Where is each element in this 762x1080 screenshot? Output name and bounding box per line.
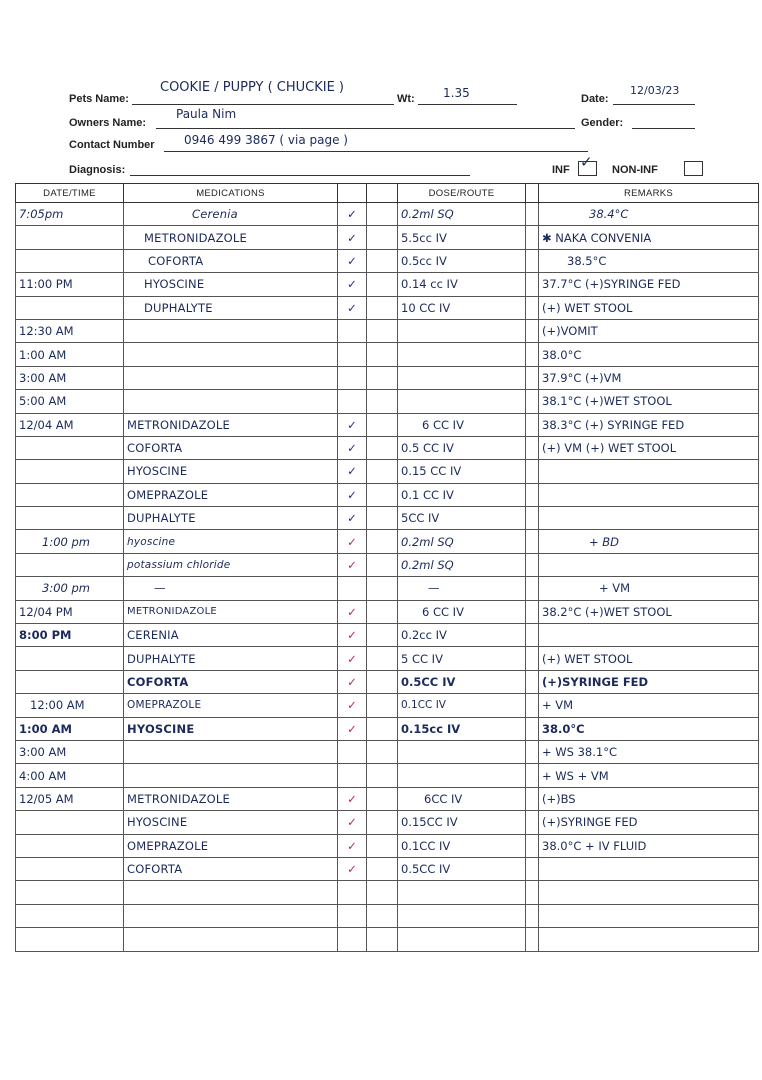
dose-cell: 0.15 CC IV bbox=[398, 460, 526, 483]
checkmark-icon: ✓ bbox=[580, 154, 593, 171]
spacer-cell bbox=[526, 600, 539, 623]
check-cell-2 bbox=[367, 319, 398, 342]
owners-name-value: Paula Nim bbox=[176, 107, 237, 121]
medication-cell bbox=[124, 319, 338, 342]
table-row bbox=[16, 740, 759, 763]
dose-cell: 0.5CC IV bbox=[398, 857, 526, 880]
table-row bbox=[16, 904, 759, 927]
column-header-medications: MEDICATIONS bbox=[124, 184, 338, 203]
time-cell bbox=[16, 670, 124, 693]
spacer-cell bbox=[526, 507, 539, 530]
spacer-cell bbox=[526, 694, 539, 717]
remarks-cell: ✱ NAKA CONVENIA bbox=[539, 226, 759, 249]
spacer-cell bbox=[526, 787, 539, 810]
spacer-cell bbox=[526, 296, 539, 319]
pets-name-value: COOKIE / PUPPY ( CHUCKIE ) bbox=[160, 80, 345, 95]
remarks-cell: 38.0°C + IV FLUID bbox=[539, 834, 759, 857]
remarks-cell: + VM bbox=[539, 577, 759, 600]
medication-cell: DUPHALYTE bbox=[124, 296, 338, 319]
remarks-cell: (+)VOMIT bbox=[539, 319, 759, 342]
remarks-cell bbox=[539, 460, 759, 483]
check-cell: ✓ bbox=[338, 811, 367, 834]
spacer-cell bbox=[526, 577, 539, 600]
medication-cell: DUPHALYTE bbox=[124, 507, 338, 530]
table-row bbox=[16, 273, 759, 296]
medication-cell bbox=[124, 343, 338, 366]
dose-cell: 6 CC IV bbox=[398, 600, 526, 623]
non-inf-label: NON-INF bbox=[612, 164, 658, 176]
remarks-cell: 38.4°C bbox=[539, 203, 759, 226]
remarks-cell: (+) WET STOOL bbox=[539, 647, 759, 670]
table-row bbox=[16, 413, 759, 436]
column-header-remarks: REMARKS bbox=[539, 184, 759, 203]
medication-cell: CERENIA bbox=[124, 624, 338, 647]
column-header-check-1 bbox=[338, 184, 367, 203]
check-cell bbox=[338, 928, 367, 951]
dose-cell: — bbox=[398, 577, 526, 600]
spacer-cell bbox=[526, 343, 539, 366]
table-row bbox=[16, 881, 759, 904]
time-cell bbox=[16, 226, 124, 249]
spacer-cell bbox=[526, 857, 539, 880]
table-row bbox=[16, 834, 759, 857]
dose-cell: 5 CC IV bbox=[398, 647, 526, 670]
medication-cell: METRONIDAZOLE bbox=[124, 413, 338, 436]
time-cell bbox=[16, 296, 124, 319]
time-cell: 7:05pm bbox=[16, 203, 124, 226]
wt-value: 1.35 bbox=[443, 86, 470, 100]
check-cell-2 bbox=[367, 717, 398, 740]
gender-line bbox=[632, 128, 695, 129]
check-cell-2 bbox=[367, 811, 398, 834]
time-cell: 1:00 AM bbox=[16, 717, 124, 740]
medication-cell: HYOSCINE bbox=[124, 273, 338, 296]
time-cell: 4:00 AM bbox=[16, 764, 124, 787]
spacer-cell bbox=[526, 834, 539, 857]
date-label: Date: bbox=[581, 93, 609, 105]
time-cell bbox=[16, 647, 124, 670]
time-cell: 12/04 AM bbox=[16, 413, 124, 436]
time-cell: 5:00 AM bbox=[16, 390, 124, 413]
spacer-cell bbox=[526, 319, 539, 342]
contact-value: 0946 499 3867 ( via page ) bbox=[184, 133, 348, 147]
dose-cell: 5.5cc IV bbox=[398, 226, 526, 249]
table-row bbox=[16, 928, 759, 951]
check-cell bbox=[338, 343, 367, 366]
check-cell: ✓ bbox=[338, 717, 367, 740]
spacer-cell bbox=[526, 390, 539, 413]
table-row bbox=[16, 577, 759, 600]
check-cell: ✓ bbox=[338, 787, 367, 810]
diagnosis-label: Diagnosis: bbox=[69, 164, 126, 176]
check-cell-2 bbox=[367, 436, 398, 459]
check-cell bbox=[338, 366, 367, 389]
time-cell bbox=[16, 857, 124, 880]
time-cell: 3:00 AM bbox=[16, 366, 124, 389]
medication-cell: HYOSCINE bbox=[124, 460, 338, 483]
remarks-cell: (+)SYRINGE FED bbox=[539, 811, 759, 834]
spacer-cell bbox=[526, 273, 539, 296]
check-cell-2 bbox=[367, 647, 398, 670]
medication-cell: COFORTA bbox=[124, 436, 338, 459]
pets-name-label: Pets Name: bbox=[69, 93, 129, 105]
remarks-cell bbox=[539, 553, 759, 576]
check-cell-2 bbox=[367, 366, 398, 389]
spacer-cell bbox=[526, 647, 539, 670]
medication-cell: METRONIDAZOLE bbox=[124, 787, 338, 810]
spacer-cell bbox=[526, 881, 539, 904]
remarks-cell: + WS + VM bbox=[539, 764, 759, 787]
table-row bbox=[16, 296, 759, 319]
check-cell: ✓ bbox=[338, 507, 367, 530]
time-cell bbox=[16, 881, 124, 904]
check-cell: ✓ bbox=[338, 670, 367, 693]
table-row bbox=[16, 319, 759, 342]
time-cell bbox=[16, 249, 124, 272]
check-cell-2 bbox=[367, 928, 398, 951]
spacer-cell bbox=[526, 460, 539, 483]
time-cell bbox=[16, 483, 124, 506]
non-inf-checkbox[interactable] bbox=[684, 161, 703, 176]
medication-cell: COFORTA bbox=[124, 249, 338, 272]
time-cell: 3:00 AM bbox=[16, 740, 124, 763]
dose-cell: 0.1 CC IV bbox=[398, 483, 526, 506]
dose-cell: 0.14 cc IV bbox=[398, 273, 526, 296]
table-row bbox=[16, 600, 759, 623]
medication-cell: DUPHALYTE bbox=[124, 647, 338, 670]
check-cell: ✓ bbox=[338, 694, 367, 717]
check-cell-2 bbox=[367, 296, 398, 319]
spacer-cell bbox=[526, 530, 539, 553]
spacer-cell bbox=[526, 764, 539, 787]
check-cell-2 bbox=[367, 413, 398, 436]
check-cell-2 bbox=[367, 273, 398, 296]
check-cell: ✓ bbox=[338, 600, 367, 623]
spacer-cell bbox=[526, 624, 539, 647]
contact-line bbox=[164, 151, 588, 152]
time-cell bbox=[16, 811, 124, 834]
dose-cell bbox=[398, 928, 526, 951]
remarks-cell: + BD bbox=[539, 530, 759, 553]
medication-cell bbox=[124, 881, 338, 904]
medication-cell: HYOSCINE bbox=[124, 717, 338, 740]
pets-name-line bbox=[132, 104, 394, 105]
owners-name-label: Owners Name: bbox=[69, 117, 147, 129]
medication-cell: COFORTA bbox=[124, 857, 338, 880]
time-cell: 8:00 PM bbox=[16, 624, 124, 647]
check-cell-2 bbox=[367, 343, 398, 366]
medication-cell bbox=[124, 740, 338, 763]
time-cell: 12/05 AM bbox=[16, 787, 124, 810]
remarks-cell: 37.9°C (+)VM bbox=[539, 366, 759, 389]
diagnosis-line bbox=[130, 175, 470, 176]
medication-cell: OMEPRAZOLE bbox=[124, 483, 338, 506]
dose-cell: 0.5CC IV bbox=[398, 670, 526, 693]
dose-cell bbox=[398, 740, 526, 763]
time-cell: 1:00 AM bbox=[16, 343, 124, 366]
check-cell-2 bbox=[367, 904, 398, 927]
check-cell bbox=[338, 577, 367, 600]
medication-cell: — bbox=[124, 577, 338, 600]
check-cell: ✓ bbox=[338, 273, 367, 296]
remarks-cell: 38.0°C bbox=[539, 717, 759, 740]
dose-cell: 0.1CC IV bbox=[398, 694, 526, 717]
remarks-cell: (+)SYRINGE FED bbox=[539, 670, 759, 693]
medication-cell: hyoscine bbox=[124, 530, 338, 553]
table-row bbox=[16, 717, 759, 740]
check-cell-2 bbox=[367, 857, 398, 880]
table-row bbox=[16, 764, 759, 787]
check-cell bbox=[338, 881, 367, 904]
table-row bbox=[16, 857, 759, 880]
dose-cell bbox=[398, 319, 526, 342]
table-row bbox=[16, 787, 759, 810]
check-cell bbox=[338, 319, 367, 342]
check-cell-2 bbox=[367, 483, 398, 506]
remarks-cell: + VM bbox=[539, 694, 759, 717]
check-cell-2 bbox=[367, 203, 398, 226]
remarks-cell bbox=[539, 507, 759, 530]
time-cell bbox=[16, 436, 124, 459]
time-cell: 12/04 PM bbox=[16, 600, 124, 623]
remarks-cell: 38.2°C (+)WET STOOL bbox=[539, 600, 759, 623]
check-cell-2 bbox=[367, 553, 398, 576]
time-cell bbox=[16, 834, 124, 857]
contact-label: Contact Number bbox=[69, 139, 155, 151]
dose-cell: 0.5cc IV bbox=[398, 249, 526, 272]
remarks-cell: 38.3°C (+) SYRINGE FED bbox=[539, 413, 759, 436]
time-cell bbox=[16, 460, 124, 483]
table-row bbox=[16, 226, 759, 249]
check-cell: ✓ bbox=[338, 530, 367, 553]
remarks-cell: (+) VM (+) WET STOOL bbox=[539, 436, 759, 459]
check-cell: ✓ bbox=[338, 553, 367, 576]
medication-cell bbox=[124, 366, 338, 389]
medication-cell: OMEPRAZOLE bbox=[124, 834, 338, 857]
medication-cell: COFORTA bbox=[124, 670, 338, 693]
check-cell: ✓ bbox=[338, 647, 367, 670]
dose-cell: 0.2cc IV bbox=[398, 624, 526, 647]
table-row bbox=[16, 647, 759, 670]
table-row bbox=[16, 390, 759, 413]
check-cell-2 bbox=[367, 577, 398, 600]
table-row bbox=[16, 483, 759, 506]
check-cell-2 bbox=[367, 624, 398, 647]
column-header-check-2 bbox=[367, 184, 398, 203]
time-cell: 11:00 PM bbox=[16, 273, 124, 296]
remarks-cell: 38.1°C (+)WET STOOL bbox=[539, 390, 759, 413]
time-cell bbox=[16, 507, 124, 530]
remarks-cell bbox=[539, 904, 759, 927]
remarks-cell: (+) WET STOOL bbox=[539, 296, 759, 319]
remarks-cell: (+)BS bbox=[539, 787, 759, 810]
medication-cell: Cerenia bbox=[124, 203, 338, 226]
time-cell: 3:00 pm bbox=[16, 577, 124, 600]
table-row bbox=[16, 249, 759, 272]
remarks-cell: 37.7°C (+)SYRINGE FED bbox=[539, 273, 759, 296]
owners-name-line bbox=[156, 128, 575, 129]
table-row bbox=[16, 343, 759, 366]
remarks-cell bbox=[539, 881, 759, 904]
column-header-dose-route: DOSE/ROUTE bbox=[398, 184, 526, 203]
check-cell-2 bbox=[367, 460, 398, 483]
check-cell: ✓ bbox=[338, 460, 367, 483]
inf-label: INF bbox=[552, 164, 570, 176]
spacer-cell bbox=[526, 740, 539, 763]
check-cell-2 bbox=[367, 507, 398, 530]
check-cell-2 bbox=[367, 600, 398, 623]
dose-cell: 0.2ml SQ bbox=[398, 530, 526, 553]
check-cell: ✓ bbox=[338, 436, 367, 459]
spacer-cell bbox=[526, 413, 539, 436]
date-line bbox=[613, 104, 695, 105]
medication-cell bbox=[124, 390, 338, 413]
medication-cell bbox=[124, 764, 338, 787]
dose-cell: 6 CC IV bbox=[398, 413, 526, 436]
check-cell: ✓ bbox=[338, 203, 367, 226]
time-cell bbox=[16, 904, 124, 927]
dose-cell: 0.5 CC IV bbox=[398, 436, 526, 459]
dose-cell bbox=[398, 366, 526, 389]
wt-label: Wt: bbox=[397, 93, 415, 105]
check-cell: ✓ bbox=[338, 857, 367, 880]
check-cell bbox=[338, 390, 367, 413]
check-cell-2 bbox=[367, 787, 398, 810]
check-cell-2 bbox=[367, 670, 398, 693]
dose-cell: 0.2ml SQ bbox=[398, 203, 526, 226]
remarks-cell bbox=[539, 624, 759, 647]
spacer-cell bbox=[526, 670, 539, 693]
dose-cell: 0.2ml SQ bbox=[398, 553, 526, 576]
dose-cell bbox=[398, 390, 526, 413]
time-cell: 1:00 pm bbox=[16, 530, 124, 553]
table-row bbox=[16, 694, 759, 717]
spacer-cell bbox=[526, 483, 539, 506]
dose-cell: 0.1CC IV bbox=[398, 834, 526, 857]
check-cell-2 bbox=[367, 694, 398, 717]
spacer-cell bbox=[526, 811, 539, 834]
remarks-cell: 38.0°C bbox=[539, 343, 759, 366]
check-cell-2 bbox=[367, 530, 398, 553]
time-cell bbox=[16, 553, 124, 576]
spacer-cell bbox=[526, 717, 539, 740]
table-row bbox=[16, 553, 759, 576]
check-cell: ✓ bbox=[338, 296, 367, 319]
check-cell-2 bbox=[367, 764, 398, 787]
table-row bbox=[16, 203, 759, 226]
treatment-table bbox=[15, 183, 759, 952]
dose-cell: 0.15CC IV bbox=[398, 811, 526, 834]
table-row bbox=[16, 460, 759, 483]
check-cell-2 bbox=[367, 226, 398, 249]
spacer-cell bbox=[526, 249, 539, 272]
check-cell-2 bbox=[367, 390, 398, 413]
check-cell: ✓ bbox=[338, 413, 367, 436]
check-cell-2 bbox=[367, 740, 398, 763]
medication-cell: HYOSCINE bbox=[124, 811, 338, 834]
check-cell bbox=[338, 904, 367, 927]
check-cell: ✓ bbox=[338, 834, 367, 857]
medication-cell: METRONIDAZOLE bbox=[124, 226, 338, 249]
table-row bbox=[16, 366, 759, 389]
check-cell-2 bbox=[367, 834, 398, 857]
check-cell: ✓ bbox=[338, 624, 367, 647]
wt-line bbox=[418, 104, 517, 105]
table-row bbox=[16, 624, 759, 647]
spacer-cell bbox=[526, 366, 539, 389]
date-value: 12/03/23 bbox=[630, 84, 680, 97]
dose-cell bbox=[398, 343, 526, 366]
check-cell bbox=[338, 764, 367, 787]
spacer-cell bbox=[526, 553, 539, 576]
gender-label: Gender: bbox=[581, 117, 624, 129]
remarks-cell bbox=[539, 857, 759, 880]
time-cell: 12:00 AM bbox=[16, 694, 124, 717]
remarks-cell: + WS 38.1°C bbox=[539, 740, 759, 763]
table-row bbox=[16, 811, 759, 834]
medication-cell: METRONIDAZOLE bbox=[124, 600, 338, 623]
table-row bbox=[16, 436, 759, 459]
table-header-row bbox=[16, 184, 759, 203]
remarks-cell bbox=[539, 928, 759, 951]
remarks-cell: 38.5°C bbox=[539, 249, 759, 272]
spacer-cell bbox=[526, 928, 539, 951]
check-cell: ✓ bbox=[338, 226, 367, 249]
column-header-date-time: DATE/TIME bbox=[16, 184, 124, 203]
dose-cell: 5CC IV bbox=[398, 507, 526, 530]
medication-cell bbox=[124, 928, 338, 951]
remarks-cell bbox=[539, 483, 759, 506]
table-row bbox=[16, 670, 759, 693]
column-header-spacer bbox=[526, 184, 539, 203]
dose-cell bbox=[398, 904, 526, 927]
medication-cell: OMEPRAZOLE bbox=[124, 694, 338, 717]
dose-cell: 10 CC IV bbox=[398, 296, 526, 319]
check-cell: ✓ bbox=[338, 249, 367, 272]
spacer-cell bbox=[526, 436, 539, 459]
spacer-cell bbox=[526, 904, 539, 927]
medication-cell bbox=[124, 904, 338, 927]
dose-cell: 6CC IV bbox=[398, 787, 526, 810]
dose-cell bbox=[398, 764, 526, 787]
time-cell bbox=[16, 928, 124, 951]
check-cell-2 bbox=[367, 881, 398, 904]
time-cell: 12:30 AM bbox=[16, 319, 124, 342]
dose-cell bbox=[398, 881, 526, 904]
medication-cell: potassium chloride bbox=[124, 553, 338, 576]
spacer-cell bbox=[526, 226, 539, 249]
check-cell: ✓ bbox=[338, 483, 367, 506]
spacer-cell bbox=[526, 203, 539, 226]
table-row bbox=[16, 507, 759, 530]
check-cell-2 bbox=[367, 249, 398, 272]
check-cell bbox=[338, 740, 367, 763]
table-row bbox=[16, 530, 759, 553]
dose-cell: 0.15cc IV bbox=[398, 717, 526, 740]
